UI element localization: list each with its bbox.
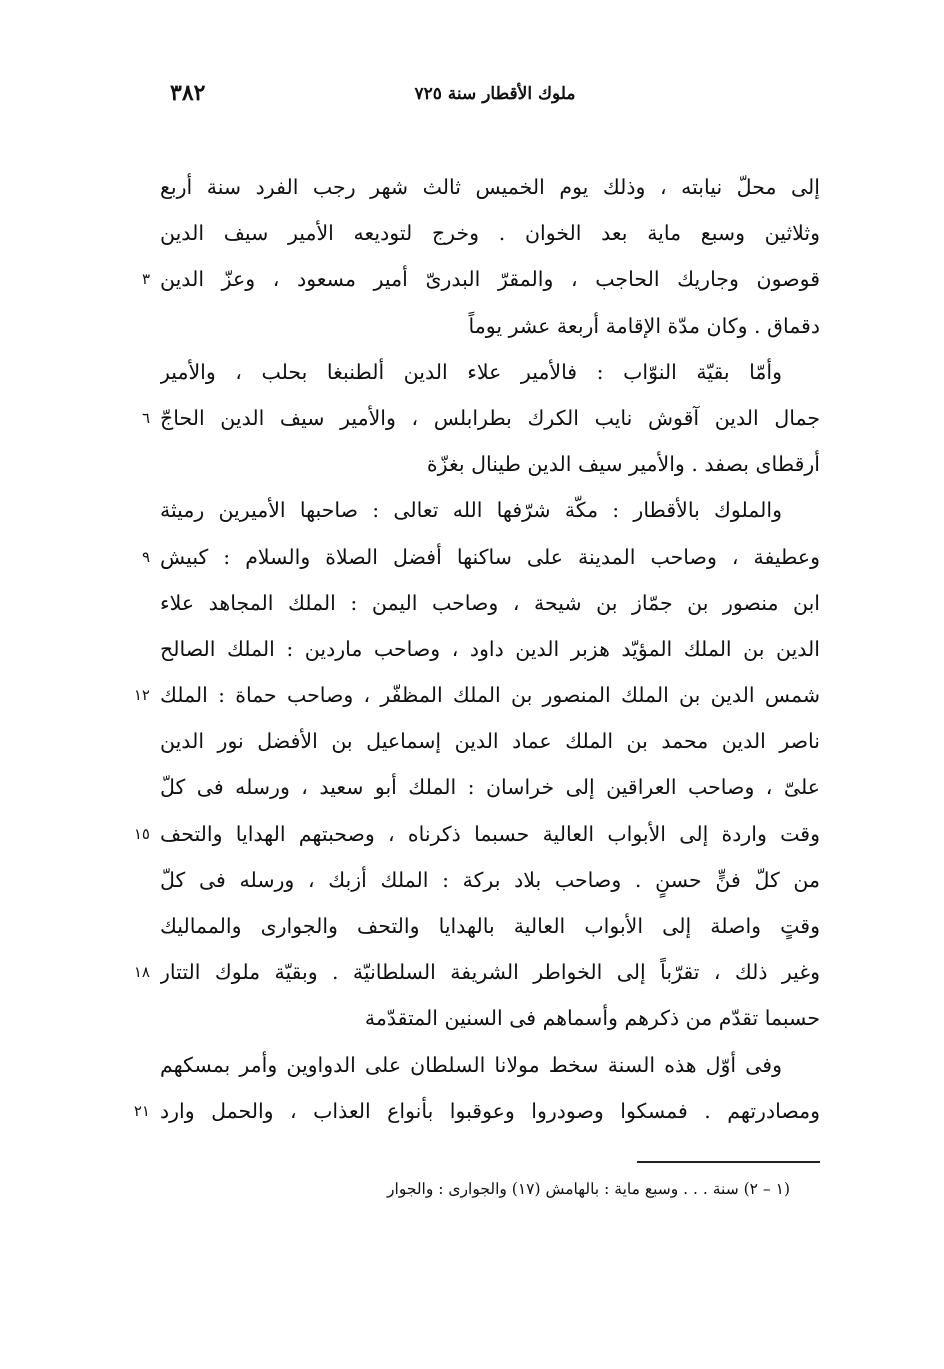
footnote: (١ – ٢) سنة . . . وسبع ماية : بالهامش (١٧) والجوارى : والجوار [387,1180,790,1198]
footnote-divider [637,1161,820,1163]
text-line: من كلّ فنٍّ حسنٍ . وصاحب بلاد بركة : الملك أزبك ، ورسله فى كلّ [160,867,820,892]
text-line: إلى محلّ نيابته ، وذلك يوم الخميس ثالث شهر رجب الفرد سنة أربع [160,175,820,199]
margin-line-number: ٦ [141,409,150,427]
margin-line-number: ١٥ [133,824,150,843]
text-line: وأمّا بقيّة النوّاب : فالأمير علاء الدين ألطنبغا بحلب ، والأمير [160,359,782,384]
text-line: دقماق . وكان مدّة الإقامة أربعة عشر يوماً [468,313,820,338]
body-text [160,164,820,1134]
running-title: ملوك الأقطار سنة ٧٢٥ [414,84,576,104]
text-line: والملوك بالأقطار : مكّة شرّفها الله تعالى : صاحبها الأميرين رميثة [160,498,782,523]
margin-line-number: ٢١ [133,1102,150,1120]
page-number: ٣٨٢ [170,80,206,106]
margin-line-number: ١٨ [133,963,150,982]
text-line: وثلاثين وسبع ماية بعد الخوان . وخرج لتوديعه الأمير سيف الدين [160,221,820,246]
text-line: علىّ ، وصاحب العراقين إلى خراسان : الملك أبو سعيد ، ورسله فى كلّ [160,775,820,800]
text-line: حسبما تقدّم من ذكرهم وأسماهم فى السنين المتقدّمة [364,1006,820,1031]
text-line: جمال الدين آقوش نايب الكرك بطرابلس ، والأمير سيف الدين الحاجّ [160,405,820,430]
text-line: ابن منصور بن جمّاز بن شيحة ، وصاحب اليمن : الملك المجاهد علاء [160,590,820,615]
text-line: وفى أوّل هذه السنة سخط مولانا السلطان على الدواوين وأمر بمسكهم [160,1052,782,1077]
text-line: وعطيفة ، وصاحب المدينة على ساكنها أفضل الصلاة والسلام : كبيش [160,544,820,569]
text-line: أرقطاى بصفد . والأمير سيف الدين طينال بغزّة [426,452,820,477]
text-line: الدين بن الملك المؤيّد هزبر الدين داود ، وصاحب ماردين : الملك الصالح [160,636,820,661]
margin-line-number: ٣ [141,270,150,289]
text-line: وقتٍ واصلة إلى الأبواب العالية بالهدايا والتحف والجوارى والمماليك [160,914,820,938]
text-line: قوصون وجاريك الحاجب ، والمقرّ البدرىّ أمير مسعود ، وعزّ الدين [160,267,820,292]
text-line: وقت واردة إلى الأبواب العالية حسبما ذكرناه ، وصحبتهم الهدايا والتحف [160,821,820,846]
text-line: ومصادرتهم . فمسكوا وصودروا وعوقبوا بأنواع العذاب ، والحمل وارد [160,1098,820,1123]
text-line: وغير ذلك ، تقرّباً إلى الخواطر الشريفة السلطانيّة . وبقيّة ملوك التتار [160,960,820,985]
margin-line-number: ١٢ [133,686,150,705]
text-line: ناصر الدين محمد بن الملك عماد الدين إسماعيل بن الأفضل نور الدين [160,729,820,754]
text-line: شمس الدين بن الملك المنصور بن الملك المظفّر ، وصاحب حماة : الملك [160,683,820,708]
margin-line-number: ٩ [141,547,150,566]
